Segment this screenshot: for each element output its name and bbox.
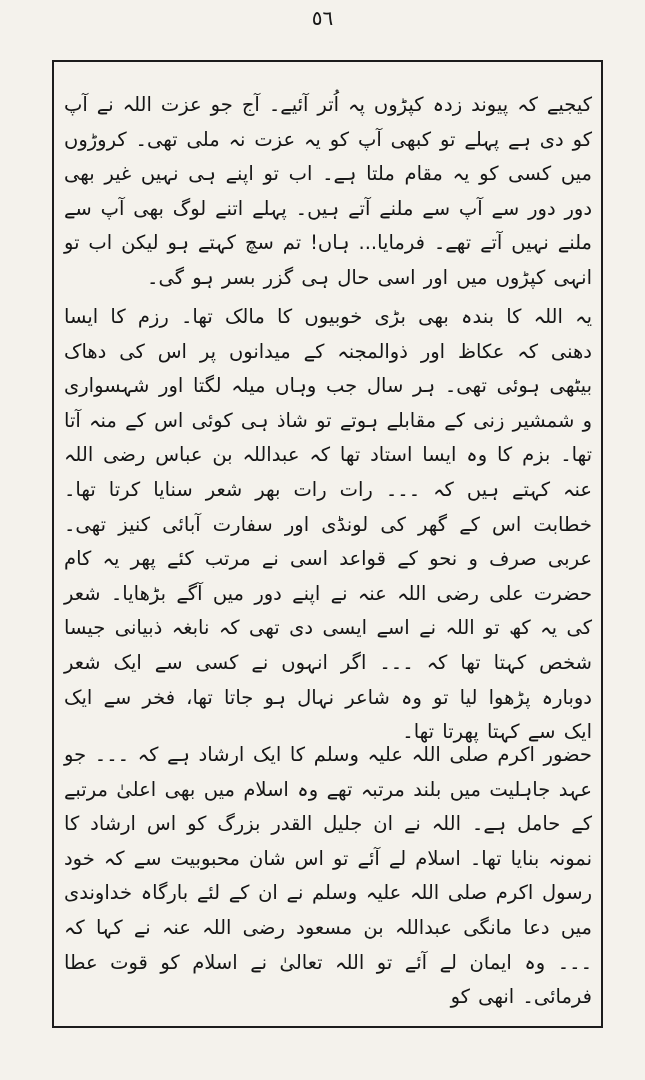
paragraph-2: یہ اللہ کا بندہ بھی بڑی خوبیوں کا مالک تھا۔ رزم کا ایسا دھنی کہ عکاظ اور ذوالمجنہ کے میدانوں پر اس کی دھاک بیٹھی ہوئی تھی۔ ہر سال جب وہاں میلہ لگتا اور شہسواری و شمشیر زنی کے مقابلے ہوتے تو شاذ ہی کوئی اس کے منہ آتا تھا۔ بزم کا وہ ایسا استاد تھا کہ عبداللہ بن عباس رضی اللہ عنہ کہتے ہیں کہ ۔۔۔ رات رات بھر شعر سنایا کرتا تھا۔ خطابت اس کے گھر کی لونڈی اور سفارت آبائی کنیز تھی۔ عربی صرف و نحو کے قواعد اسی نے مرتب کئے پھر یہ کام حضرت علی رضی اللہ عنہ نے اپنے دور میں آگے بڑھایا۔ شعر کی یہ کھ تو اللہ نے اسے ایسی دی تھی کہ نابغہ ذبیانی جیسا شخص کہتا تھا کہ ۔۔۔ اگر انہوں نے کسی سے ایک شعر دوبارہ پڑھوا لیا تو وہ شاعر نہال ہو جاتا تھا، فخر سے ایک ایک سے کہتا پھرتا تھا۔ [64,305,592,744]
page-number: ٥٦ [311,6,334,30]
paragraph-1: کیجیے کہ پیوند زدہ کپڑوں پہ اُتر آئیے۔ آج جو عزت اللہ نے آپ کو دی ہے پہلے تو کبھی آپ کو یہ عزت نہ ملی تھی۔ کروڑوں میں کسی کو یہ مقام ملتا ہے۔ اب تو اپنے ہی نہیں غیر بھی دور دور سے آپ سے ملنے آتے ہیں۔ پہلے اتنے لوگ بھی آپ سے ملنے نہیں آتے تھے۔ فرمایا... ہاں! تم سچ کہتے ہو لیکن اب تو انہی کپڑوں میں اور اسی حال ہی گزر بسر ہو گی۔ [64,93,592,289]
paragraph-3: حضور اکرم صلی اللہ علیہ وسلم کا ایک ارشاد ہے کہ ۔۔۔ جو عہد جاہلیت میں بلند مرتبہ تھے وہ اسلام میں بھی اعلیٰ مرتبے کے حامل ہے۔ اللہ نے ان جلیل القدر بزرگ کو اس ارشاد کا نمونہ بنایا تھا۔ اسلام لے آئے تو اس شان محبوبیت سے کہ خود رسول اکرم صلی اللہ علیہ وسلم نے ان کے لئے بارگاہ خداوندی میں دعا مانگی عبداللہ بن مسعود رضی اللہ عنہ نے کہا کہ ۔۔۔ وہ ایمان لے آئے تو اللہ تعالیٰ نے اسلام کو قوت عطا فرمائی۔ انھی کو [64,743,592,1009]
